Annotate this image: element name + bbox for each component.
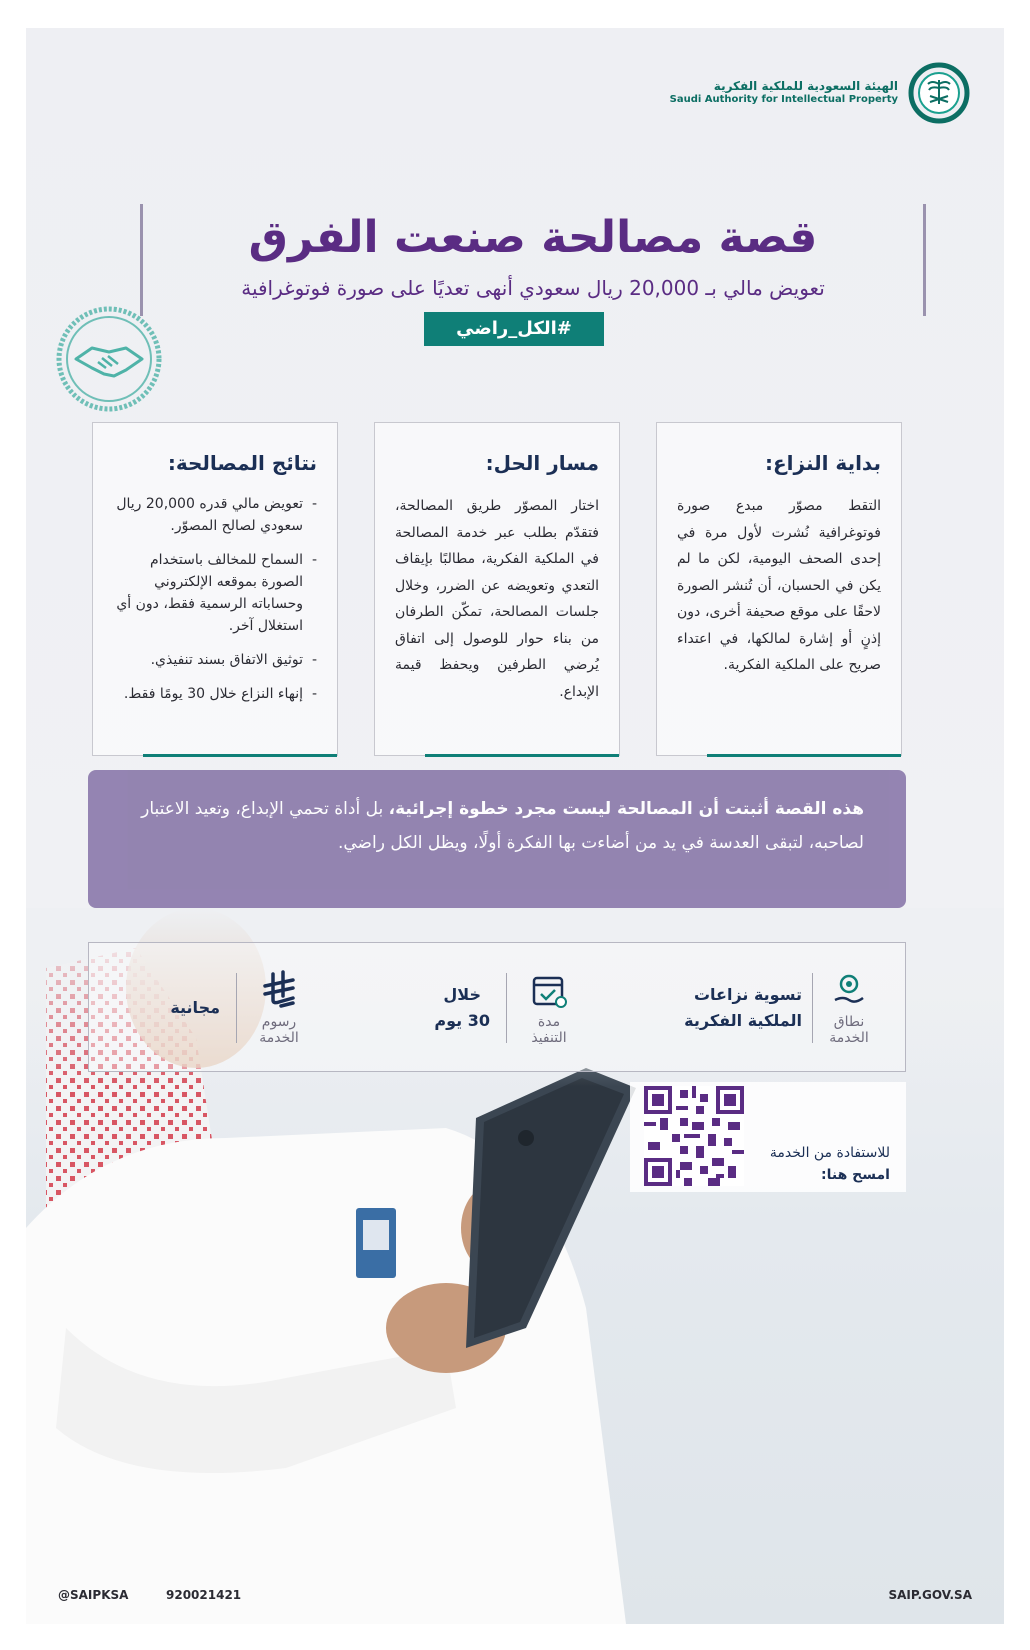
service-info-row [88,942,906,1072]
logo-name-arabic: الهيئة السعودية للملكية الفكرية [713,79,898,93]
list-item: - إنهاء النزاع خلال 30 يومًا فقط. [113,683,303,705]
card-path-title: مسار الحل: [485,451,599,475]
palm-emblem-icon [908,62,970,124]
card-start-title: بداية النزاع: [764,451,881,475]
fees-value: مجانية [170,998,220,1017]
handshake-icon [54,304,164,414]
list-item: - توثيق الاتفاق بسند تنفيذي. [113,649,303,671]
fees-label: رسوم الخدمة [259,1014,299,1046]
footer-handle[interactable]: @SAIPKSA [58,1588,129,1602]
duration-value-line2: 30 يوم [434,1011,490,1030]
qr-code-icon[interactable] [644,1086,744,1186]
footer-website[interactable]: SAIP.GOV.SA [888,1588,972,1602]
qr-section [630,1082,906,1192]
calendar-check-icon [529,970,569,1010]
page-title: قصة مصالحة صنعت الفرق [248,212,818,263]
info-fees [170,963,305,1053]
qr-line2: امسح هنا: [821,1167,890,1183]
duration-value [434,982,490,1034]
footer-phone[interactable]: 920021421 [166,1588,242,1602]
duration-label: مدة التنفيذ [531,1014,567,1046]
info-scope [662,963,875,1053]
scope-value: تسوية نزاعات الملكية الفكرية [684,985,802,1030]
card-results [92,422,338,756]
card-accent-bar [143,754,337,757]
logo-name-english: Saudi Authority for Intellectual Property [669,94,898,105]
poster [26,28,1004,1624]
card-accent-bar [707,754,901,757]
riyal-icon [259,970,299,1010]
list-item: - تعويض مالي قدره 20,000 ريال سعودي لصالح المصوّر. [113,493,303,537]
card-accent-bar [425,754,619,757]
statement-bold: هذه القصة أثبتت أن المصالحة ليست مجرد خطوة إجرائية، [388,799,864,819]
statement-banner [88,770,906,908]
card-path-body: اختار المصوّر طريق المصالحة، فتقدّم بطلب عبر خدمة المصالحة في الملكية الفكرية، مطالبًا بإيقاف التعدي وتعويضه عن الضرر، وخلال جلسات المصالحة، تمكّن الطرفان من بناء حوار للوصول إلى اتفاق يُرضي الطرفين ويحفظ قيمة الإبداع. [395,498,599,700]
statement-text: بل أداة تحمي الإبداع، وتعيد الاعتبار لصاحبه، لتبقى العدسة في يد من أضاءت بها الفكرة أولًا، ويظل الكل راضي. [141,799,864,853]
info-duration [434,963,575,1053]
logo-text [670,79,898,107]
card-solution-path [374,422,620,756]
duration-value-line1: خلال [443,985,481,1004]
authority-logo [670,62,970,124]
card-dispute-start [656,422,902,756]
hashtag-badge: #الكل_راضي [424,312,604,346]
title-section [140,204,926,316]
gear-hand-icon [829,970,869,1010]
results-list [113,493,317,705]
page-subtitle: تعويض مالي بـ 20,000 ريال سعودي أنهى تعديًا على صورة فوتوغرافية [241,276,825,300]
qr-line1: للاستفادة من الخدمة [769,1145,890,1161]
scope-label: نطاق الخدمة [829,1014,869,1046]
card-start-body: التقط مصوّر مبدع صورة فوتوغرافية نُشرت لأول مرة في إحدى الصحف اليومية، لكن ما لم يكن في الحسبان، أن تُنشر الصورة لاحقًا على موقع صحيفة أخرى، دون إذنٍ أو إشارة لمالكها، في اعتداء صريح على الملكية الفكرية. [677,498,881,673]
qr-instructions [770,1142,890,1186]
card-results-title: نتائج المصالحة: [167,451,317,475]
list-item: - السماح للمخالف باستخدام الصورة بموقعه الإلكتروني وحساباته الرسمية فقط، دون أي استغلال آخر. [113,549,303,637]
